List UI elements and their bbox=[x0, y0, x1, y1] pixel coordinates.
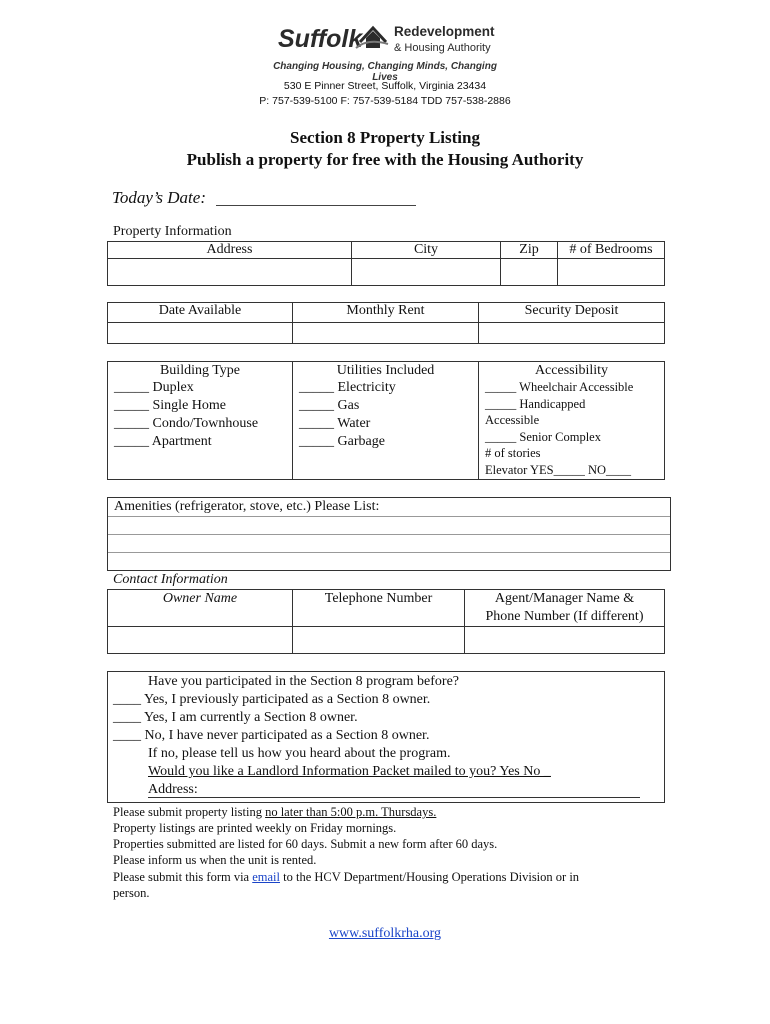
elevator-field[interactable]: Elevator YES_____ NO____ bbox=[485, 462, 632, 477]
stories-field[interactable]: # of stories bbox=[485, 446, 541, 460]
phone-numbers: P: 757-539-5100 F: 757-539-5184 TDD 757-538-2886 bbox=[259, 95, 511, 107]
footer-listed-days: Properties submitted are listed for 60 days. Submit a new form after 60 days. bbox=[113, 837, 498, 851]
footer-submit-via bbox=[113, 870, 579, 885]
street-address: 530 E Pinner Street, Suffolk, Virginia 23434 bbox=[283, 80, 487, 92]
option-apartment[interactable]: _____ Apartment bbox=[114, 434, 212, 449]
email-link[interactable]: email bbox=[252, 870, 280, 884]
mailing-address-label: Address: bbox=[148, 782, 198, 797]
bedrooms-header: # of Bedrooms bbox=[558, 242, 665, 259]
logo-line2: & Housing Authority bbox=[394, 42, 491, 54]
agent-header-line1: Agent/Manager Name & bbox=[494, 591, 635, 606]
mailing-address-field[interactable] bbox=[148, 797, 640, 798]
security-deposit-header: Security Deposit bbox=[479, 303, 665, 323]
todays-date-label: Today’s Date: bbox=[112, 188, 206, 207]
footer-deadline bbox=[113, 805, 436, 820]
tagline: Changing Housing, Changing Minds, Changing Lives bbox=[273, 61, 497, 83]
date-available-header: Date Available bbox=[108, 303, 293, 323]
deadline-time: no later than 5:00 p.m. Thursdays. bbox=[265, 805, 437, 819]
telephone-field[interactable] bbox=[293, 627, 465, 654]
security-deposit-field[interactable] bbox=[479, 323, 665, 344]
city-field[interactable] bbox=[352, 259, 501, 286]
utilities-header: Utilities Included bbox=[293, 362, 479, 380]
option-handicapped[interactable]: _____ Handicapped bbox=[485, 396, 586, 411]
option-previously-participated[interactable]: ____ Yes, I previously participated as a Section 8 owner. bbox=[113, 692, 431, 707]
website-link[interactable]: www.suffolkrha.org bbox=[328, 926, 442, 941]
contact-table bbox=[107, 589, 665, 654]
footer-in-person: person. bbox=[113, 886, 150, 900]
building-type-header: Building Type bbox=[108, 362, 293, 380]
zip-field[interactable] bbox=[501, 259, 558, 286]
website-link-wrap bbox=[0, 926, 770, 942]
property-features-table bbox=[107, 361, 665, 480]
agent-header bbox=[465, 590, 665, 627]
participation-question: Have you participated in the Section 8 program before? bbox=[148, 674, 459, 689]
building-type-options bbox=[108, 379, 293, 480]
accessibility-header: Accessibility bbox=[479, 362, 665, 380]
amenities-line-3[interactable] bbox=[108, 552, 670, 570]
telephone-header: Telephone Number bbox=[293, 590, 465, 627]
suffolk-rha-logo bbox=[276, 16, 498, 58]
amenities-line-1[interactable] bbox=[108, 516, 670, 534]
footer-printed-weekly: Property listings are printed weekly on Friday mornings. bbox=[113, 821, 397, 835]
contact-info-label: Contact Information bbox=[113, 572, 228, 587]
address-field[interactable] bbox=[108, 259, 352, 286]
option-handicapped-cont: Accessible bbox=[485, 413, 540, 427]
todays-date-field[interactable] bbox=[216, 205, 416, 206]
amenities-box bbox=[107, 497, 671, 571]
owner-name-header: Owner Name bbox=[108, 590, 293, 627]
deadline-prefix: Please submit property listing bbox=[113, 805, 266, 819]
option-gas[interactable]: _____ Gas bbox=[299, 398, 360, 413]
agent-header-line2: Phone Number (If different) bbox=[485, 609, 644, 624]
property-info-label: Property Information bbox=[113, 224, 232, 239]
page-title: Section 8 Property Listing bbox=[290, 128, 480, 147]
property-rent-table bbox=[107, 302, 665, 344]
submit-prefix: Please submit this form via bbox=[113, 870, 253, 884]
option-condo-townhouse[interactable]: _____ Condo/Townhouse bbox=[114, 416, 259, 431]
zip-header: Zip bbox=[501, 242, 558, 259]
logo-line1: Redevelopment bbox=[394, 24, 495, 39]
how-heard-prompt: If no, please tell us how you heard about the program. bbox=[148, 746, 451, 761]
amenities-line-2[interactable] bbox=[108, 534, 670, 552]
page-subtitle: Publish a property for free with the Housing Authority bbox=[186, 150, 584, 169]
option-senior-complex[interactable]: _____ Senior Complex bbox=[485, 429, 601, 444]
utilities-options bbox=[293, 379, 479, 480]
option-wheelchair[interactable]: _____ Wheelchair Accessible bbox=[485, 380, 634, 394]
packet-question[interactable]: Would you like a Landlord Information Packet mailed to you? Yes No _ bbox=[148, 764, 551, 779]
section8-questions-box bbox=[107, 671, 665, 803]
logo-name: Suffolk bbox=[278, 25, 363, 53]
submit-suffix: to the HCV Department/Housing Operations Division or in bbox=[280, 870, 580, 884]
owner-name-field[interactable] bbox=[108, 627, 293, 654]
option-currently-owner[interactable]: ____ Yes, I am currently a Section 8 owner. bbox=[113, 710, 358, 725]
option-garbage[interactable]: _____ Garbage bbox=[299, 434, 385, 449]
address-header: Address bbox=[108, 242, 352, 259]
option-single-home[interactable]: _____ Single Home bbox=[114, 398, 226, 413]
date-available-field[interactable] bbox=[108, 323, 293, 344]
bedrooms-field[interactable] bbox=[558, 259, 665, 286]
accessibility-options bbox=[479, 379, 665, 480]
option-duplex[interactable]: _____ Duplex bbox=[114, 380, 194, 395]
amenities-label: Amenities (refrigerator, stove, etc.) Please List: bbox=[114, 499, 380, 514]
agent-field[interactable] bbox=[465, 627, 665, 654]
property-address-table bbox=[107, 241, 665, 286]
option-electricity[interactable]: _____ Electricity bbox=[299, 380, 396, 395]
footer-inform-rented: Please inform us when the unit is rented. bbox=[113, 853, 317, 867]
option-water[interactable]: _____ Water bbox=[299, 416, 371, 431]
monthly-rent-header: Monthly Rent bbox=[293, 303, 479, 323]
option-never-participated[interactable]: ____ No, I have never participated as a Section 8 owner. bbox=[113, 728, 430, 743]
monthly-rent-field[interactable] bbox=[293, 323, 479, 344]
city-header: City bbox=[352, 242, 501, 259]
